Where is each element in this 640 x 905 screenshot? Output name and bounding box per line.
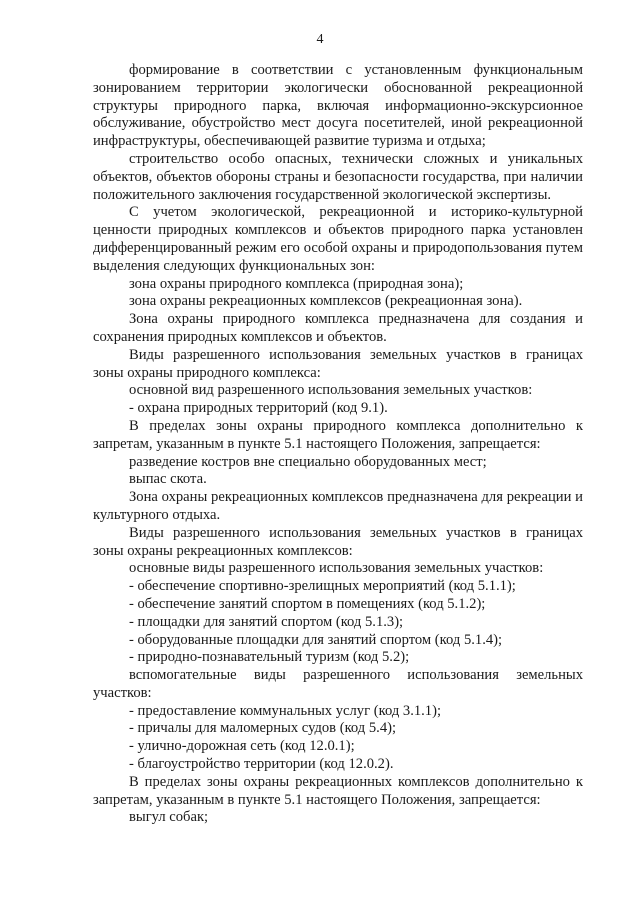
list-item: - благоустройство территории (код 12.0.2). [129,756,394,773]
paragraph: Виды разрешенного использования земельных участков в границах зоны охраны природного комплекса: [93,346,583,381]
list-heading: основной вид разрешенного использования земельных участков: [129,382,533,399]
list-item: - обеспечение занятий спортом в помещениях (код 5.1.2); [129,595,486,612]
paragraph: Виды разрешенного использования земельных участков в границах зоны охраны рекреационных комплексов: [93,524,583,559]
zone-item: зона охраны природного комплекса (природная зона); [129,275,464,292]
list-heading: вспомогательные виды разрешенного использования земельных участков: [93,667,583,701]
paragraph: С учетом экологической, рекреационной и историко-культурной ценности природных комплексов и объектов природного парка установлен дифференцированный режим его особой охраны и природопользования путем выделения следующих функциональных зон: [93,204,583,274]
page-number: 4 [316,32,324,47]
prohibition-item: выпас скота. [129,471,207,488]
paragraph: формирование в соответствии с установленным функциональным зонированием территории экологически обоснованной рекреационной структуры природного парка, включая информационно-экскурсионное обслуживание, обустройство мест досуга посетителей, иной рекреационной инфраструктуры, обеспечивающей развитие туризма и отдыха; [93,62,583,150]
paragraph: строительство особо опасных, технически сложных и уникальных объектов, объектов обороны страны и безопасности государства, при наличии положительного заключения государственной экологической экспертизы. [93,150,583,203]
list-item: - предоставление коммунальных услуг (код 3.1.1); [129,702,441,719]
list-item: - улично-дорожная сеть (код 12.0.1); [129,738,355,755]
document-body [93,62,583,827]
list-item: - площадки для занятий спортом (код 5.1.3); [129,613,404,630]
prohibition-item: разведение костров вне специально оборудованных мест; [129,453,487,470]
list-item: - оборудованные площадки для занятий спортом (код 5.1.4); [129,631,503,648]
list-item: - природно-познавательный туризм (код 5.2); [129,649,410,666]
prohibition-item: выгул собак; [129,809,209,826]
list-item: - охрана природных территорий (код 9.1). [129,400,388,417]
paragraph: В пределах зоны охраны природного комплекса дополнительно к запретам, указанным в пункте 5.1 настоящего Положения, запрещается: [93,417,583,452]
paragraph: В пределах зоны охраны рекреационных комплексов дополнительно к запретам, указанным в пункте 5.1 настоящего Положения, запрещается: [93,773,583,808]
list-item: - обеспечение спортивно-зрелищных мероприятий (код 5.1.1); [129,578,516,595]
list-item: - причалы для маломерных судов (код 5.4); [129,720,397,737]
zone-item: зона охраны рекреационных комплексов (рекреационная зона). [129,293,523,310]
list-heading: основные виды разрешенного использования земельных участков: [129,560,544,577]
paragraph: Зона охраны рекреационных комплексов предназначена для рекреации и культурного отдыха. [93,489,583,523]
paragraph: Зона охраны природного комплекса предназначена для создания и сохранения природных комплексов и объектов. [93,311,583,345]
